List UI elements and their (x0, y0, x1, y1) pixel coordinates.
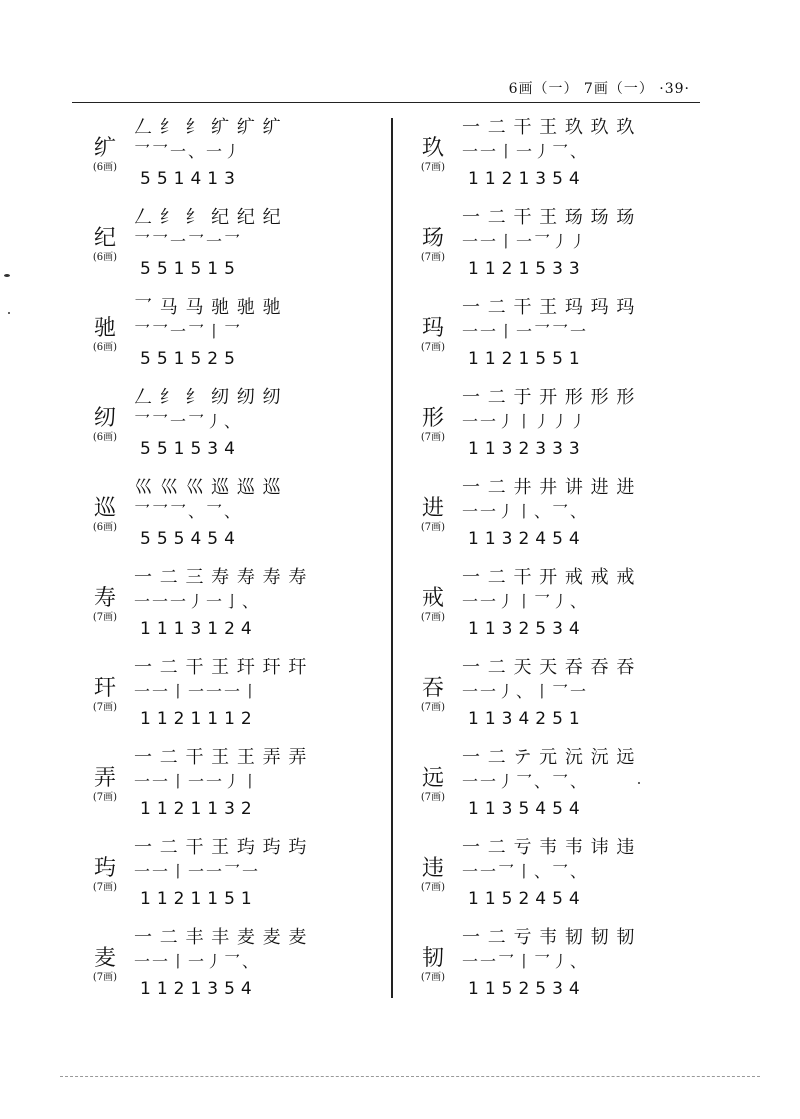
stroke-codes: 1132454 (468, 529, 586, 549)
entry-character: 韧 (421, 946, 444, 971)
stroke-order-progression: 一 二 丰 丰 麦 麦 麦 (134, 927, 308, 948)
stroke-codes: 1121533 (468, 259, 586, 279)
stroke-order-progression: 一 二 亏 韦 韧 韧 韧 (462, 927, 636, 948)
entry-character: 玙 (93, 856, 116, 881)
character-entry (412, 652, 712, 742)
header-running-title: 6画（一） 7画（一） ·39· (508, 81, 690, 97)
stroke-shapes: 一一丨一丿乛、 (462, 142, 589, 161)
scan-speck (638, 782, 640, 784)
stroke-codes: 1135454 (468, 799, 586, 819)
stroke-order-progression: 一 二 天 天 吞 吞 吞 (462, 657, 636, 678)
right-column (412, 112, 712, 1012)
stroke-codes: 1121354 (468, 169, 586, 189)
character-entry (412, 472, 712, 562)
stroke-order-progression: 一 二 干 王 玙 玙 玙 (134, 837, 308, 858)
stroke-codes: 1113124 (140, 619, 258, 639)
entry-character: 纪 (93, 226, 116, 251)
stroke-codes: 551525 (140, 349, 241, 369)
stroke-shapes: 一一丿乛、乛、 (462, 772, 589, 791)
character-entry (412, 112, 712, 202)
column-divider (391, 118, 393, 998)
page-header (72, 74, 700, 103)
stroke-shapes: 一一乛丨、乛、 (462, 862, 589, 881)
character-entry (412, 202, 712, 292)
stroke-count-label: (7画) (420, 612, 446, 623)
stroke-codes: 1121551 (468, 349, 586, 369)
entry-character: 纩 (93, 136, 116, 161)
entry-character: 戒 (421, 586, 444, 611)
stroke-order-progression: 一 二 三 寿 寿 寿 寿 (134, 567, 308, 588)
stroke-codes: 1121112 (140, 709, 258, 729)
stroke-order-progression: 一 二 井 井 讲 进 进 (462, 477, 636, 498)
character-entry (84, 112, 384, 202)
stroke-order-progression: 一 二 干 开 戒 戒 戒 (462, 567, 636, 588)
stroke-shapes: 一一丿、丨乛一 (462, 682, 589, 701)
character-entry (84, 652, 384, 742)
character-entry (84, 202, 384, 292)
stroke-codes: 1121151 (140, 889, 258, 909)
character-entry (84, 292, 384, 382)
character-entry (84, 472, 384, 562)
stroke-codes: 551413 (140, 169, 241, 189)
stroke-codes: 1152454 (468, 889, 586, 909)
stroke-count-label: (7画) (92, 972, 118, 983)
entry-character: 玚 (421, 226, 444, 251)
stroke-shapes: 一一丨一一乛一 (134, 862, 261, 881)
entry-character: 驰 (93, 316, 116, 341)
character-entry (412, 562, 712, 652)
stroke-count-label: (6画) (92, 432, 118, 443)
bottom-scan-rule (60, 1076, 760, 1077)
stroke-order-progression: 𠃋 纟 纟 纪 纪 纪 (134, 207, 282, 228)
stroke-count-label: (7画) (420, 702, 446, 713)
character-entry (412, 292, 712, 382)
stroke-codes: 551515 (140, 259, 241, 279)
entry-character: 形 (421, 406, 444, 431)
stroke-shapes: 乛乛乛、乛、 (134, 502, 243, 521)
stroke-count-label: (7画) (92, 702, 118, 713)
entry-character: 违 (421, 856, 444, 881)
stroke-codes: 1152534 (468, 979, 586, 999)
stroke-count-label: (7画) (420, 162, 446, 173)
scan-speck (4, 274, 10, 277)
stroke-order-progression: 𠃋 纟 纟 纫 纫 纫 (134, 387, 282, 408)
stroke-order-progression: 一 二 干 王 玚 玚 玚 (462, 207, 636, 228)
stroke-shapes: 一一乛丨乛丿、 (462, 952, 589, 971)
stroke-order-progression: 一 二 干 王 王 弄 弄 (134, 747, 308, 768)
stroke-codes: 551534 (140, 439, 241, 459)
stroke-count-label: (7画) (420, 432, 446, 443)
character-entry (412, 382, 712, 472)
stroke-order-progression: 一 二 亏 韦 韦 讳 违 (462, 837, 636, 858)
stroke-shapes: 一一丿丨丿丿丿 (462, 412, 589, 431)
entry-character: 弄 (93, 766, 116, 791)
entry-character: 巡 (93, 496, 116, 521)
stroke-count-label: (6画) (92, 342, 118, 353)
scan-speck (8, 312, 10, 314)
stroke-order-progression: 一 二 干 王 玛 玛 玛 (462, 297, 636, 318)
stroke-count-label: (6画) (92, 252, 118, 263)
character-entry (412, 922, 712, 1012)
stroke-count-label: (7画) (92, 882, 118, 893)
stroke-order-progression: 𠃋 纟 纟 纩 纩 纩 (134, 117, 282, 138)
stroke-shapes: 一一一丿一亅、 (134, 592, 261, 611)
left-column (84, 112, 384, 1012)
stroke-count-label: (7画) (420, 972, 446, 983)
character-entry (412, 832, 712, 922)
stroke-codes: 1132333 (468, 439, 586, 459)
stroke-shapes: 乛乛一乛丿、 (134, 412, 243, 431)
entry-character: 纫 (93, 406, 116, 431)
stroke-order-progression: 一 二 干 王 玕 玕 玕 (134, 657, 308, 678)
character-entry (84, 382, 384, 472)
stroke-count-label: (7画) (92, 612, 118, 623)
entry-character: 吞 (421, 676, 444, 701)
stroke-shapes: 一一丨一乛乛一 (462, 322, 589, 341)
stroke-shapes: 一一丨一乛丿丿 (462, 232, 589, 251)
stroke-count-label: (6画) (92, 162, 118, 173)
stroke-shapes: 乛乛一乛一乛 (134, 232, 243, 251)
stroke-shapes: 一一丨一丿乛、 (134, 952, 261, 971)
stroke-count-label: (7画) (420, 792, 446, 803)
stroke-order-progression: 一 二 干 王 玖 玖 玖 (462, 117, 636, 138)
stroke-codes: 1121354 (140, 979, 258, 999)
entry-character: 远 (421, 766, 444, 791)
character-entry (412, 742, 712, 832)
stroke-codes: 1121132 (140, 799, 258, 819)
entry-character: 玖 (421, 136, 444, 161)
stroke-shapes: 一一丨一一丿丨 (134, 772, 261, 791)
stroke-codes: 1134251 (468, 709, 586, 729)
stroke-codes: 555454 (140, 529, 241, 549)
stroke-order-progression: 一 二 テ 元 沅 沅 远 (462, 747, 636, 768)
stroke-count-label: (7画) (92, 792, 118, 803)
entry-character: 寿 (93, 586, 116, 611)
character-entry (84, 922, 384, 1012)
stroke-count-label: (6画) (92, 522, 118, 533)
entry-character: 进 (421, 496, 444, 521)
stroke-shapes: 一一丿丨乛丿、 (462, 592, 589, 611)
character-entry (84, 832, 384, 922)
stroke-shapes: 一一丿丨、乛、 (462, 502, 589, 521)
stroke-count-label: (7画) (420, 252, 446, 263)
stroke-count-label: (7画) (420, 342, 446, 353)
stroke-shapes: 乛乛一乛丨乛 (134, 322, 243, 341)
character-entry (84, 562, 384, 652)
stroke-codes: 1132534 (468, 619, 586, 639)
entry-character: 玕 (93, 676, 116, 701)
character-entry (84, 742, 384, 832)
entry-character: 麦 (93, 946, 116, 971)
stroke-shapes: 乛乛一、一丿 (134, 142, 243, 161)
stroke-order-progression: 一 二 于 开 形 形 形 (462, 387, 636, 408)
stroke-count-label: (7画) (420, 882, 446, 893)
stroke-order-progression: 巛 巛 巛 巡 巡 巡 (134, 477, 282, 498)
stroke-count-label: (7画) (420, 522, 446, 533)
stroke-order-progression: 乛 马 马 驰 驰 驰 (134, 297, 282, 318)
stroke-shapes: 一一丨一一一丨 (134, 682, 261, 701)
entry-character: 玛 (421, 316, 444, 341)
